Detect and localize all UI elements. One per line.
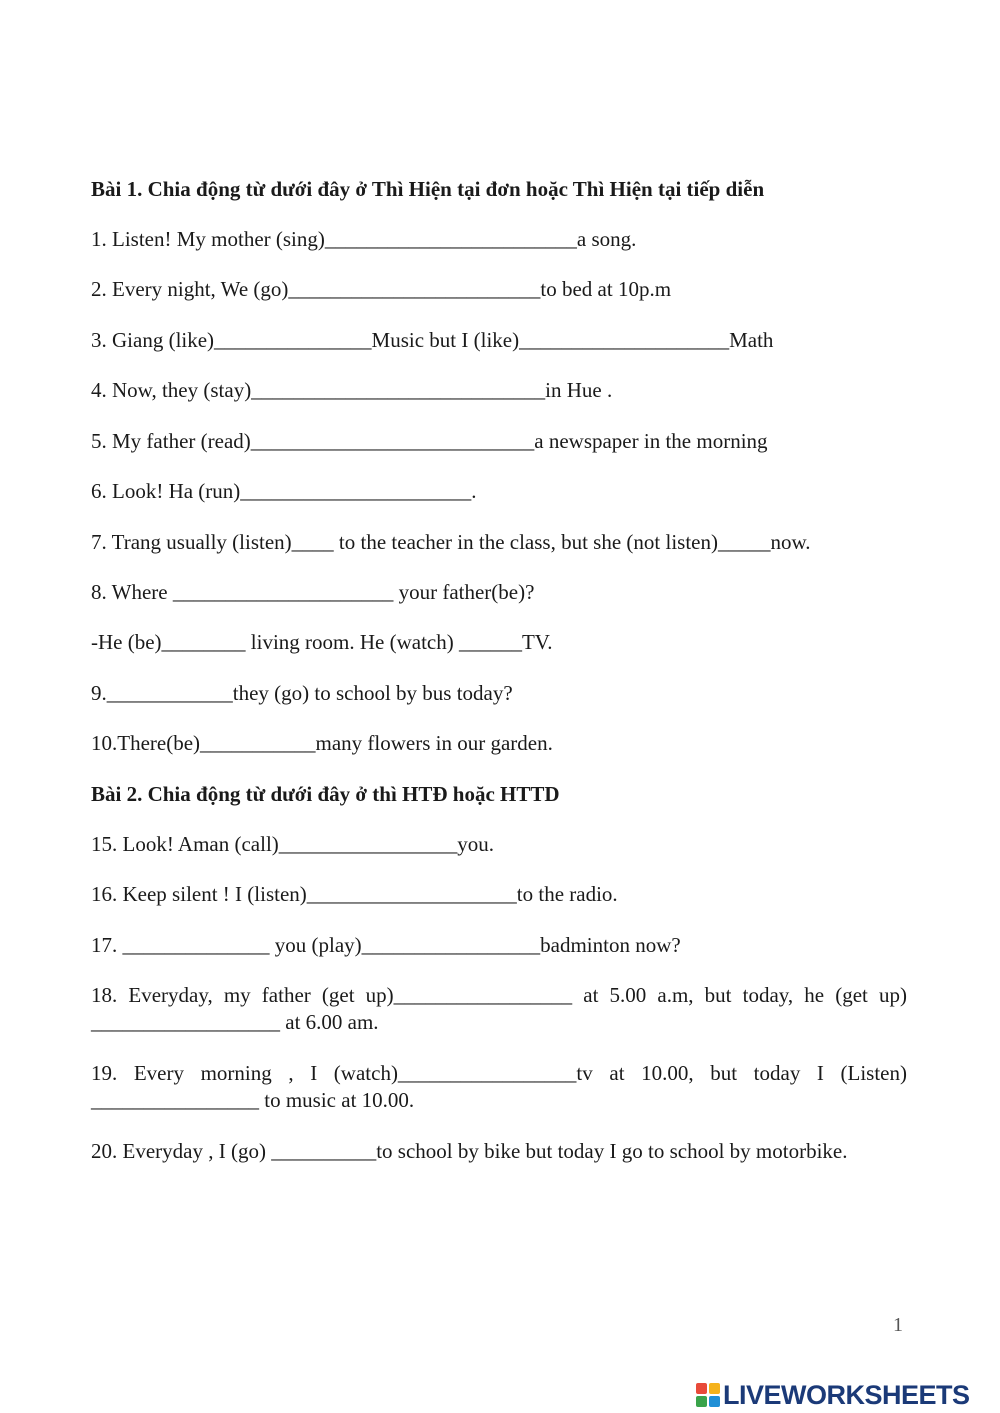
worksheet-content <box>91 176 913 1165</box>
exercise-item-5: 5. My father (read)___________________________a newspaper in the morning <box>91 429 768 453</box>
section-1-heading: Bài 1. Chia động từ dưới đây ở Thì Hiện tại đơn hoặc Thì Hiện tại tiếp diễn <box>91 177 765 201</box>
exercise-item-15: 15. Look! Aman (call)_________________you. <box>91 832 495 856</box>
page-number: 1 <box>893 1314 903 1336</box>
exercise-item-17: 17. ______________ you (play)_________________badminton now? <box>91 933 681 957</box>
brand-name: LIVEWORKSHEETS <box>723 1380 970 1410</box>
liveworksheets-logo-icon <box>696 1383 720 1407</box>
exercise-item-7: 7. Trang usually (listen)____ to the teacher in the class, but she (not listen)_____now. <box>91 530 811 554</box>
exercise-item-18: 18. Everyday, my father (get up)_________________ at 5.00 a.m, but today, he (get up) __________________ at 6.00 am. <box>91 983 913 1034</box>
exercise-item-6: 6. Look! Ha (run)______________________. <box>91 479 477 503</box>
exercise-item-20: 20. Everyday , I (go) __________to school by bike but today I go to school by motorbike. <box>91 1139 848 1163</box>
liveworksheets-watermark <box>696 1380 996 1410</box>
exercise-item-2: 2. Every night, We (go)________________________to bed at 10p.m <box>91 277 672 301</box>
exercise-item-4: 4. Now, they (stay)____________________________in Hue . <box>91 378 613 402</box>
exercise-item-19: 19. Every morning , I (watch)_________________tv at 10.00, but today I (Listen) ________________ to music at 10.00. <box>91 1061 913 1112</box>
exercise-item-8-answer: -He (be)________ living room. He (watch) ______TV. <box>91 630 553 654</box>
section-2-heading: Bài 2. Chia động từ dưới đây ở thì HTĐ hoặc HTTD <box>91 782 560 806</box>
exercise-item-16: 16. Keep silent ! I (listen)____________________to the radio. <box>91 882 618 906</box>
exercise-item-3: 3. Giang (like)_______________Music but I (like)____________________Math <box>91 328 774 352</box>
exercise-item-1: 1. Listen! My mother (sing)________________________a song. <box>91 227 637 251</box>
exercise-item-9: 9.____________they (go) to school by bus today? <box>91 681 513 705</box>
exercise-item-10: 10.There(be)___________many flowers in our garden. <box>91 731 553 755</box>
exercise-item-8: 8. Where _____________________ your father(be)? <box>91 580 535 604</box>
